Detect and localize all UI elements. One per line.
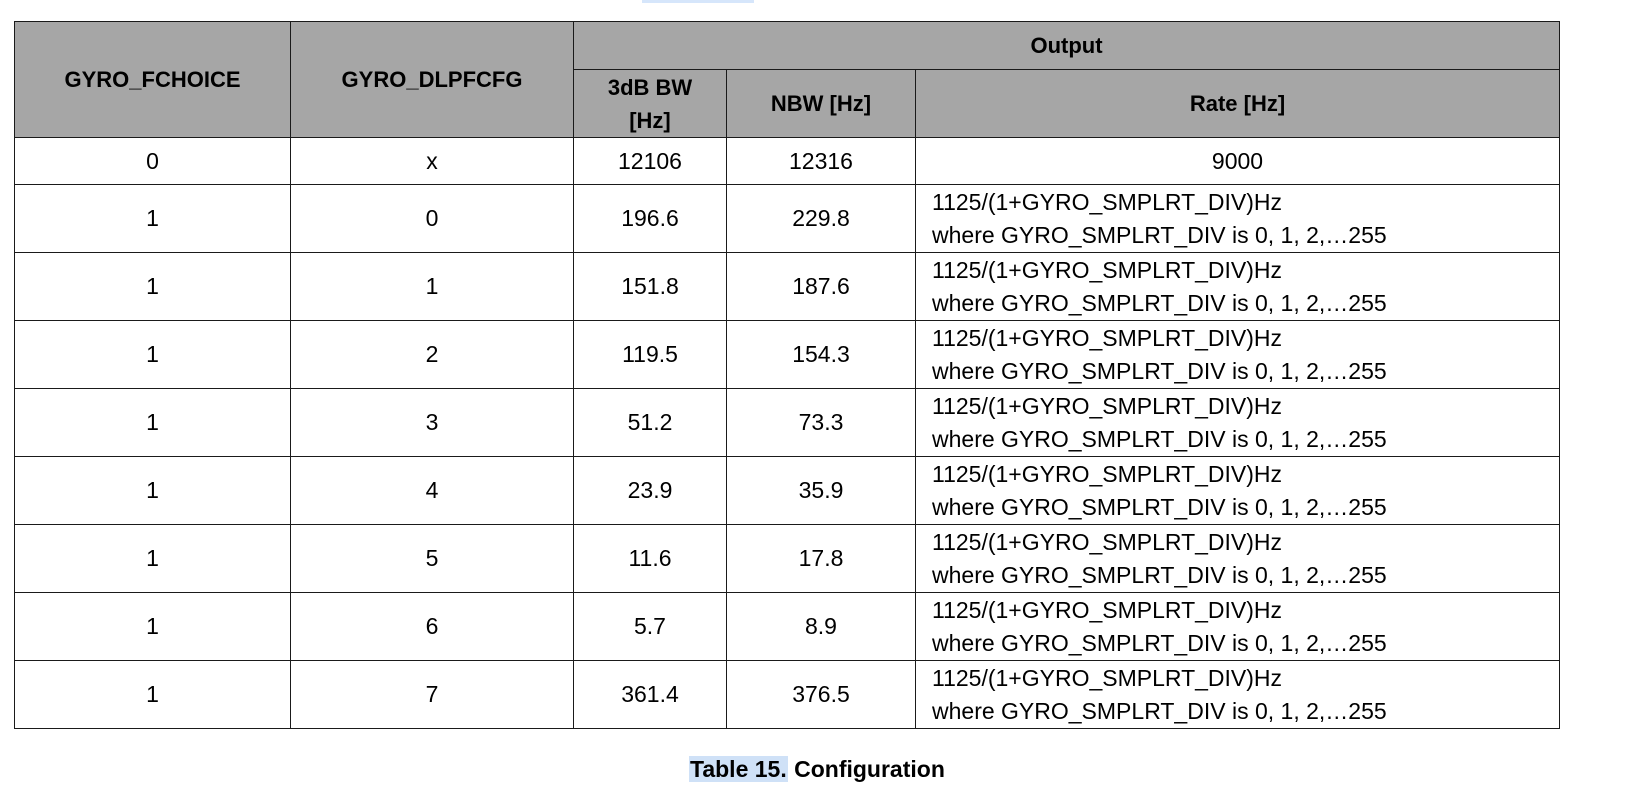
cell-rate [916,457,1560,525]
text-selection-highlight [642,0,754,3]
cell-dlpfcfg: 3 [291,389,574,457]
cell-nbw: 12316 [727,138,916,185]
header-nbw: NBW [Hz] [727,70,916,138]
cell-nbw: 73.3 [727,389,916,457]
cell-fchoice: 1 [15,457,291,525]
rate-condition: where GYRO_SMPLRT_DIV is 0, 1, 2,…255 [932,629,1387,656]
cell-nbw: 35.9 [727,457,916,525]
cell-dlpfcfg: 0 [291,185,574,253]
rate-formula: 1125/(1+GYRO_SMPLRT_DIV)Hz [932,664,1283,691]
cell-nbw: 154.3 [727,321,916,389]
cell-nbw: 376.5 [727,661,916,729]
header-3db-bw: 3dB BW [Hz] [574,70,727,138]
cell-rate [916,389,1560,457]
table-row [15,185,1560,253]
cell-dlpfcfg: 4 [291,457,574,525]
cell-fchoice: 1 [15,525,291,593]
table-row [15,253,1560,321]
cell-nbw: 229.8 [727,185,916,253]
cell-rate [916,253,1560,321]
cell-rate [916,185,1560,253]
header-rate: Rate [Hz] [916,70,1560,138]
cell-fchoice: 1 [15,253,291,321]
rate-formula: 1125/(1+GYRO_SMPLRT_DIV)Hz [932,256,1283,283]
table-caption [689,754,945,784]
cell-3db-bw: 196.6 [574,185,727,253]
rate-formula: 1125/(1+GYRO_SMPLRT_DIV)Hz [932,596,1283,623]
rate-formula: 1125/(1+GYRO_SMPLRT_DIV)Hz [932,528,1283,555]
cell-3db-bw: 119.5 [574,321,727,389]
cell-nbw: 8.9 [727,593,916,661]
table-row [15,593,1560,661]
cell-rate [916,321,1560,389]
cell-fchoice: 1 [15,321,291,389]
cell-3db-bw: 151.8 [574,253,727,321]
cell-3db-bw: 5.7 [574,593,727,661]
table-row [15,321,1560,389]
header-gyro-dlpfcfg: GYRO_DLPFCFG [291,22,574,138]
cell-dlpfcfg: x [291,138,574,185]
rate-condition: where GYRO_SMPLRT_DIV is 0, 1, 2,…255 [932,561,1387,588]
rate-condition: where GYRO_SMPLRT_DIV is 0, 1, 2,…255 [932,357,1387,384]
cell-fchoice: 1 [15,593,291,661]
cell-fchoice: 1 [15,389,291,457]
cell-dlpfcfg: 2 [291,321,574,389]
header-output: Output [574,22,1560,70]
table-row [15,525,1560,593]
rate-condition: where GYRO_SMPLRT_DIV is 0, 1, 2,…255 [932,493,1387,520]
cell-nbw: 17.8 [727,525,916,593]
cell-fchoice: 1 [15,661,291,729]
rate-condition: where GYRO_SMPLRT_DIV is 0, 1, 2,…255 [932,289,1387,316]
cell-3db-bw: 51.2 [574,389,727,457]
cell-fchoice: 0 [15,138,291,185]
table-row [15,138,1560,185]
cell-3db-bw: 23.9 [574,457,727,525]
cell-3db-bw: 361.4 [574,661,727,729]
cell-dlpfcfg: 1 [291,253,574,321]
cell-dlpfcfg: 6 [291,593,574,661]
rate-formula: 1125/(1+GYRO_SMPLRT_DIV)Hz [932,460,1283,487]
cell-rate [916,661,1560,729]
rate-formula: 1125/(1+GYRO_SMPLRT_DIV)Hz [932,392,1283,419]
cell-rate: 9000 [916,138,1560,185]
table-caption-number: Table 15. [690,756,787,782]
table-row [15,661,1560,729]
cell-fchoice: 1 [15,185,291,253]
rate-condition: where GYRO_SMPLRT_DIV is 0, 1, 2,…255 [932,221,1387,248]
cell-dlpfcfg: 7 [291,661,574,729]
cell-3db-bw: 12106 [574,138,727,185]
configuration-table [14,21,1560,729]
table-row [15,389,1560,457]
cell-3db-bw: 11.6 [574,525,727,593]
cell-rate [916,525,1560,593]
rate-formula: 1125/(1+GYRO_SMPLRT_DIV)Hz [932,188,1283,215]
rate-condition: where GYRO_SMPLRT_DIV is 0, 1, 2,…255 [932,425,1387,452]
rate-condition: where GYRO_SMPLRT_DIV is 0, 1, 2,…255 [932,697,1387,724]
header-gyro-fchoice: GYRO_FCHOICE [15,22,291,138]
cell-dlpfcfg: 5 [291,525,574,593]
cell-nbw: 187.6 [727,253,916,321]
table-caption-title: Configuration [787,756,945,782]
cell-rate [916,593,1560,661]
rate-formula: 1125/(1+GYRO_SMPLRT_DIV)Hz [932,324,1283,351]
table-row [15,457,1560,525]
